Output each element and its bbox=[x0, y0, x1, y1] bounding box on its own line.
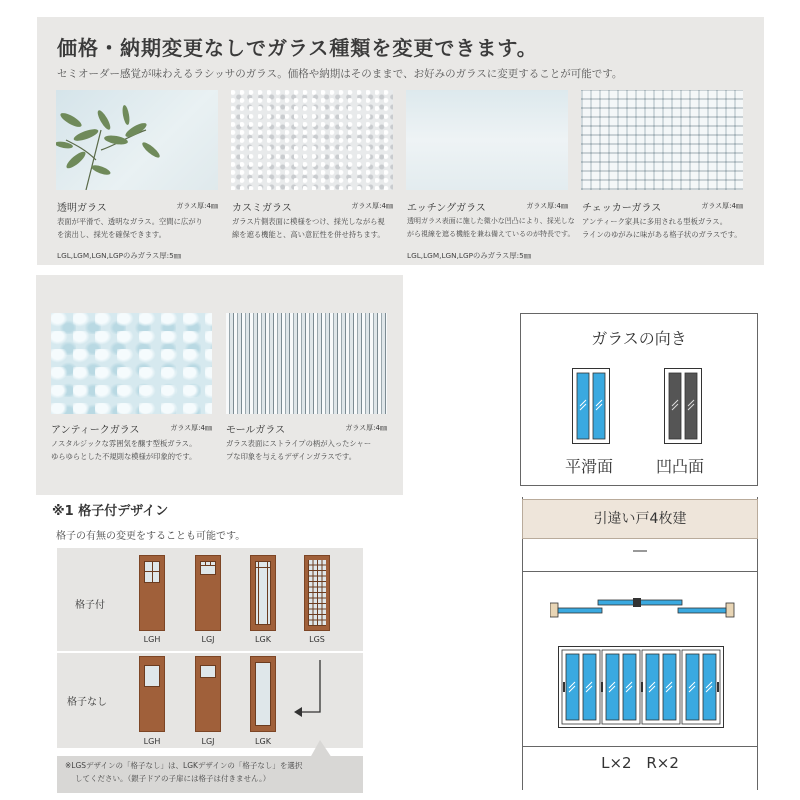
kasumi-glass-image bbox=[231, 90, 393, 190]
clear-glass-image bbox=[56, 90, 218, 190]
door-label: LGK bbox=[255, 737, 271, 746]
door-label: LGK bbox=[255, 635, 271, 644]
description-line: ラインのゆがみに味がある格子状のガラスです。 bbox=[582, 230, 742, 239]
page-subtitle: セミオーダー感覚が味わえるラシッサのガラス。価格や納期はそのままで、お好みのガラスに変更することが可能です。 bbox=[57, 68, 623, 80]
dash-mark: ― bbox=[633, 543, 647, 559]
door-lgj-plain bbox=[195, 656, 221, 732]
note-line: してください。（銀子ドアの子扉には格子は付きません。） bbox=[75, 774, 271, 783]
lgs-note bbox=[57, 756, 363, 793]
textured-face-diagram bbox=[664, 368, 702, 444]
glass-name: モールガラス bbox=[226, 425, 286, 436]
sliding-door-front-diagram bbox=[558, 646, 724, 728]
plan-view-diagram bbox=[550, 596, 740, 626]
description-line: がら視線を遮る機能を兼ね備えているのが特長です。 bbox=[407, 230, 575, 238]
glass-note: LGL,LGM,LGN,LGPのみガラス厚:5㎜ bbox=[57, 251, 182, 260]
row-label-with-lattice: 格子付 bbox=[75, 600, 105, 611]
door-lgh-plain bbox=[139, 656, 165, 732]
glass-thickness: ガラス厚:4㎜ bbox=[351, 202, 393, 210]
sliding-door-title: 引違い戸4枚建 bbox=[522, 499, 758, 539]
note-line: ※LGSデザインの「格子なし」は、LGKデザインの「格子なし」を選択 bbox=[65, 761, 303, 770]
glass-description bbox=[407, 215, 577, 241]
glass-name: 透明ガラス bbox=[57, 203, 107, 214]
description-line: ガラス片側表面に模様をつけ、採光しながら視 bbox=[232, 217, 385, 226]
glass-thickness: ガラス厚:4㎜ bbox=[701, 202, 743, 210]
description-line: を演出し、採光を確保できます。 bbox=[57, 230, 166, 239]
glass-name: チェッカーガラス bbox=[582, 203, 662, 214]
door-lgs-lattice bbox=[304, 555, 330, 631]
glass-note: LGL,LGM,LGN,LGPのみガラス厚:5㎜ bbox=[407, 251, 532, 260]
glass-description bbox=[582, 215, 754, 241]
etching-glass-image bbox=[406, 90, 568, 190]
door-lgk-lattice bbox=[250, 555, 276, 631]
description-line: 透明ガラス表面に施した微小な凹凸により、採光しな bbox=[407, 217, 575, 225]
glass-thickness: ガラス厚:4㎜ bbox=[176, 202, 218, 210]
glass-description bbox=[51, 437, 221, 463]
glass-description bbox=[57, 215, 227, 241]
moru-glass-image bbox=[226, 313, 387, 414]
glass-thickness: ガラス厚:4㎜ bbox=[345, 424, 387, 432]
divider bbox=[522, 571, 758, 572]
divider bbox=[522, 746, 758, 747]
glass-thickness: ガラス厚:4㎜ bbox=[526, 202, 568, 210]
door-label: LGS bbox=[309, 635, 325, 644]
glass-description bbox=[232, 215, 404, 241]
door-label: LGH bbox=[143, 737, 161, 746]
door-label: LGJ bbox=[201, 635, 215, 644]
description-line: ガラス表面にストライプの柄が入ったシャー bbox=[226, 439, 372, 448]
row-label-without-lattice: 格子なし bbox=[67, 697, 107, 708]
glass-name: エッチングガラス bbox=[407, 203, 486, 214]
door-label: LGH bbox=[143, 635, 161, 644]
lattice-design-subtitle: 格子の有無の変更をすることも可能です。 bbox=[56, 531, 246, 542]
glass-thickness: ガラス厚:4㎜ bbox=[170, 424, 212, 432]
door-lgk-plain bbox=[250, 656, 276, 732]
checker-glass-image bbox=[581, 90, 743, 190]
smooth-face-diagram bbox=[572, 368, 610, 444]
lattice-design-title: ※1 格子付デザイン bbox=[52, 504, 169, 519]
door-lgj-lattice bbox=[195, 555, 221, 631]
glass-orientation-title: ガラスの向き bbox=[591, 329, 687, 348]
divider bbox=[57, 651, 363, 653]
glass-name: カスミガラス bbox=[232, 203, 292, 214]
door-lgh-lattice bbox=[139, 555, 165, 631]
smooth-face-label: 平滑面 bbox=[565, 457, 614, 476]
antique-glass-image bbox=[51, 313, 212, 414]
description-line: 表面が平滑で、透明なガラス。空間に広がり bbox=[57, 217, 203, 226]
description-line: ゆらゆらとした不規則な模様が印象的です。 bbox=[51, 452, 197, 461]
description-line: アンティーク家具に多用される型板ガラス。 bbox=[582, 217, 728, 226]
textured-face-label: 凹凸面 bbox=[656, 457, 705, 476]
glass-description bbox=[226, 437, 398, 463]
arrow-icon bbox=[290, 660, 330, 720]
description-line: 線を遮る機能と、高い意匠性を併せ持ちます。 bbox=[232, 230, 385, 239]
glass-name: アンティークガラス bbox=[51, 425, 140, 436]
description-line: プな印象を与えるデザインガラスです。 bbox=[226, 452, 357, 461]
door-label: LGJ bbox=[201, 737, 215, 746]
description-line: ノスタルジックな雰囲気を醸す型板ガラス。 bbox=[51, 439, 197, 448]
page-title: 価格・納期変更なしでガラス種類を変更できます。 bbox=[57, 36, 538, 60]
door-configuration-label: L×2 R×2 bbox=[601, 754, 679, 772]
